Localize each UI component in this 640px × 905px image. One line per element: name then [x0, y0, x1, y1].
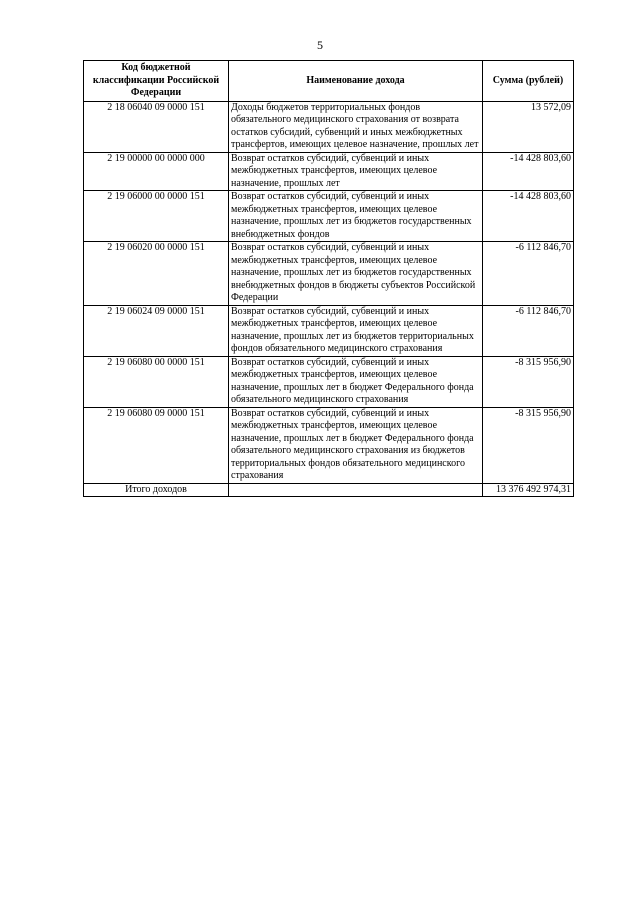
row-amount: -6 112 846,70 [483, 305, 574, 356]
row-code: 2 18 06040 09 0000 151 [84, 101, 229, 152]
row-amount: -14 428 803,60 [483, 191, 574, 242]
table-row [84, 191, 574, 242]
table-row [84, 152, 574, 191]
total-amount: 13 376 492 974,31 [483, 483, 574, 497]
row-code: 2 19 06020 00 0000 151 [84, 242, 229, 306]
row-name: Возврат остатков субсидий, субвенций и иных межбюджетных трансфертов, имеющих целевое назначение, прошлых лет из бюджетов государственных внебюджетных фондов в бюджеты субъектов Российской Федерации [229, 242, 483, 306]
row-code: 2 19 06000 00 0000 151 [84, 191, 229, 242]
row-amount: -14 428 803,60 [483, 152, 574, 191]
header-amount: Сумма (рублей) [483, 61, 574, 102]
total-label: Итого доходов [84, 483, 229, 497]
row-amount: -6 112 846,70 [483, 242, 574, 306]
row-name: Возврат остатков субсидий, субвенций и иных межбюджетных трансфертов, имеющих целевое назначение, прошлых лет в бюджет Федерального фонда обязательного медицинского страхования [229, 356, 483, 407]
header-code: Код бюджетной классификации Российской Федерации [84, 61, 229, 102]
row-code: 2 19 06080 09 0000 151 [84, 407, 229, 483]
page-number: 5 [317, 38, 323, 52]
revenue-table [83, 60, 574, 497]
table-row [84, 242, 574, 306]
row-name: Возврат остатков субсидий, субвенций и иных межбюджетных трансфертов, имеющих целевое назначение, прошлых лет в бюджет Федерального фонда обязательного медицинского страхования из бюджетов территориальных фондов обязательного медицинского страхования [229, 407, 483, 483]
table-header-row [84, 61, 574, 102]
table-row [84, 407, 574, 483]
total-row [84, 483, 574, 497]
row-code: 2 19 06080 00 0000 151 [84, 356, 229, 407]
total-name [229, 483, 483, 497]
row-amount: 13 572,09 [483, 101, 574, 152]
table-row [84, 101, 574, 152]
table-row [84, 356, 574, 407]
row-name: Возврат остатков субсидий, субвенций и иных межбюджетных трансфертов, имеющих целевое назначение, прошлых лет из бюджетов территориальных фондов обязательного медицинского страхования [229, 305, 483, 356]
row-name: Доходы бюджетов территориальных фондов обязательного медицинского страхования от возврата остатков субсидий, субвенций и иных межбюджетных трансфертов, имеющих целевое назначение, прошлых лет [229, 101, 483, 152]
row-code: 2 19 06024 09 0000 151 [84, 305, 229, 356]
row-name: Возврат остатков субсидий, субвенций и иных межбюджетных трансфертов, имеющих целевое назначение, прошлых лет из бюджетов государственных внебюджетных фондов [229, 191, 483, 242]
row-amount: -8 315 956,90 [483, 407, 574, 483]
table-row [84, 305, 574, 356]
header-name: Наименование дохода [229, 61, 483, 102]
row-amount: -8 315 956,90 [483, 356, 574, 407]
row-name: Возврат остатков субсидий, субвенций и иных межбюджетных трансфертов, имеющих целевое назначение, прошлых лет [229, 152, 483, 191]
row-code: 2 19 00000 00 0000 000 [84, 152, 229, 191]
